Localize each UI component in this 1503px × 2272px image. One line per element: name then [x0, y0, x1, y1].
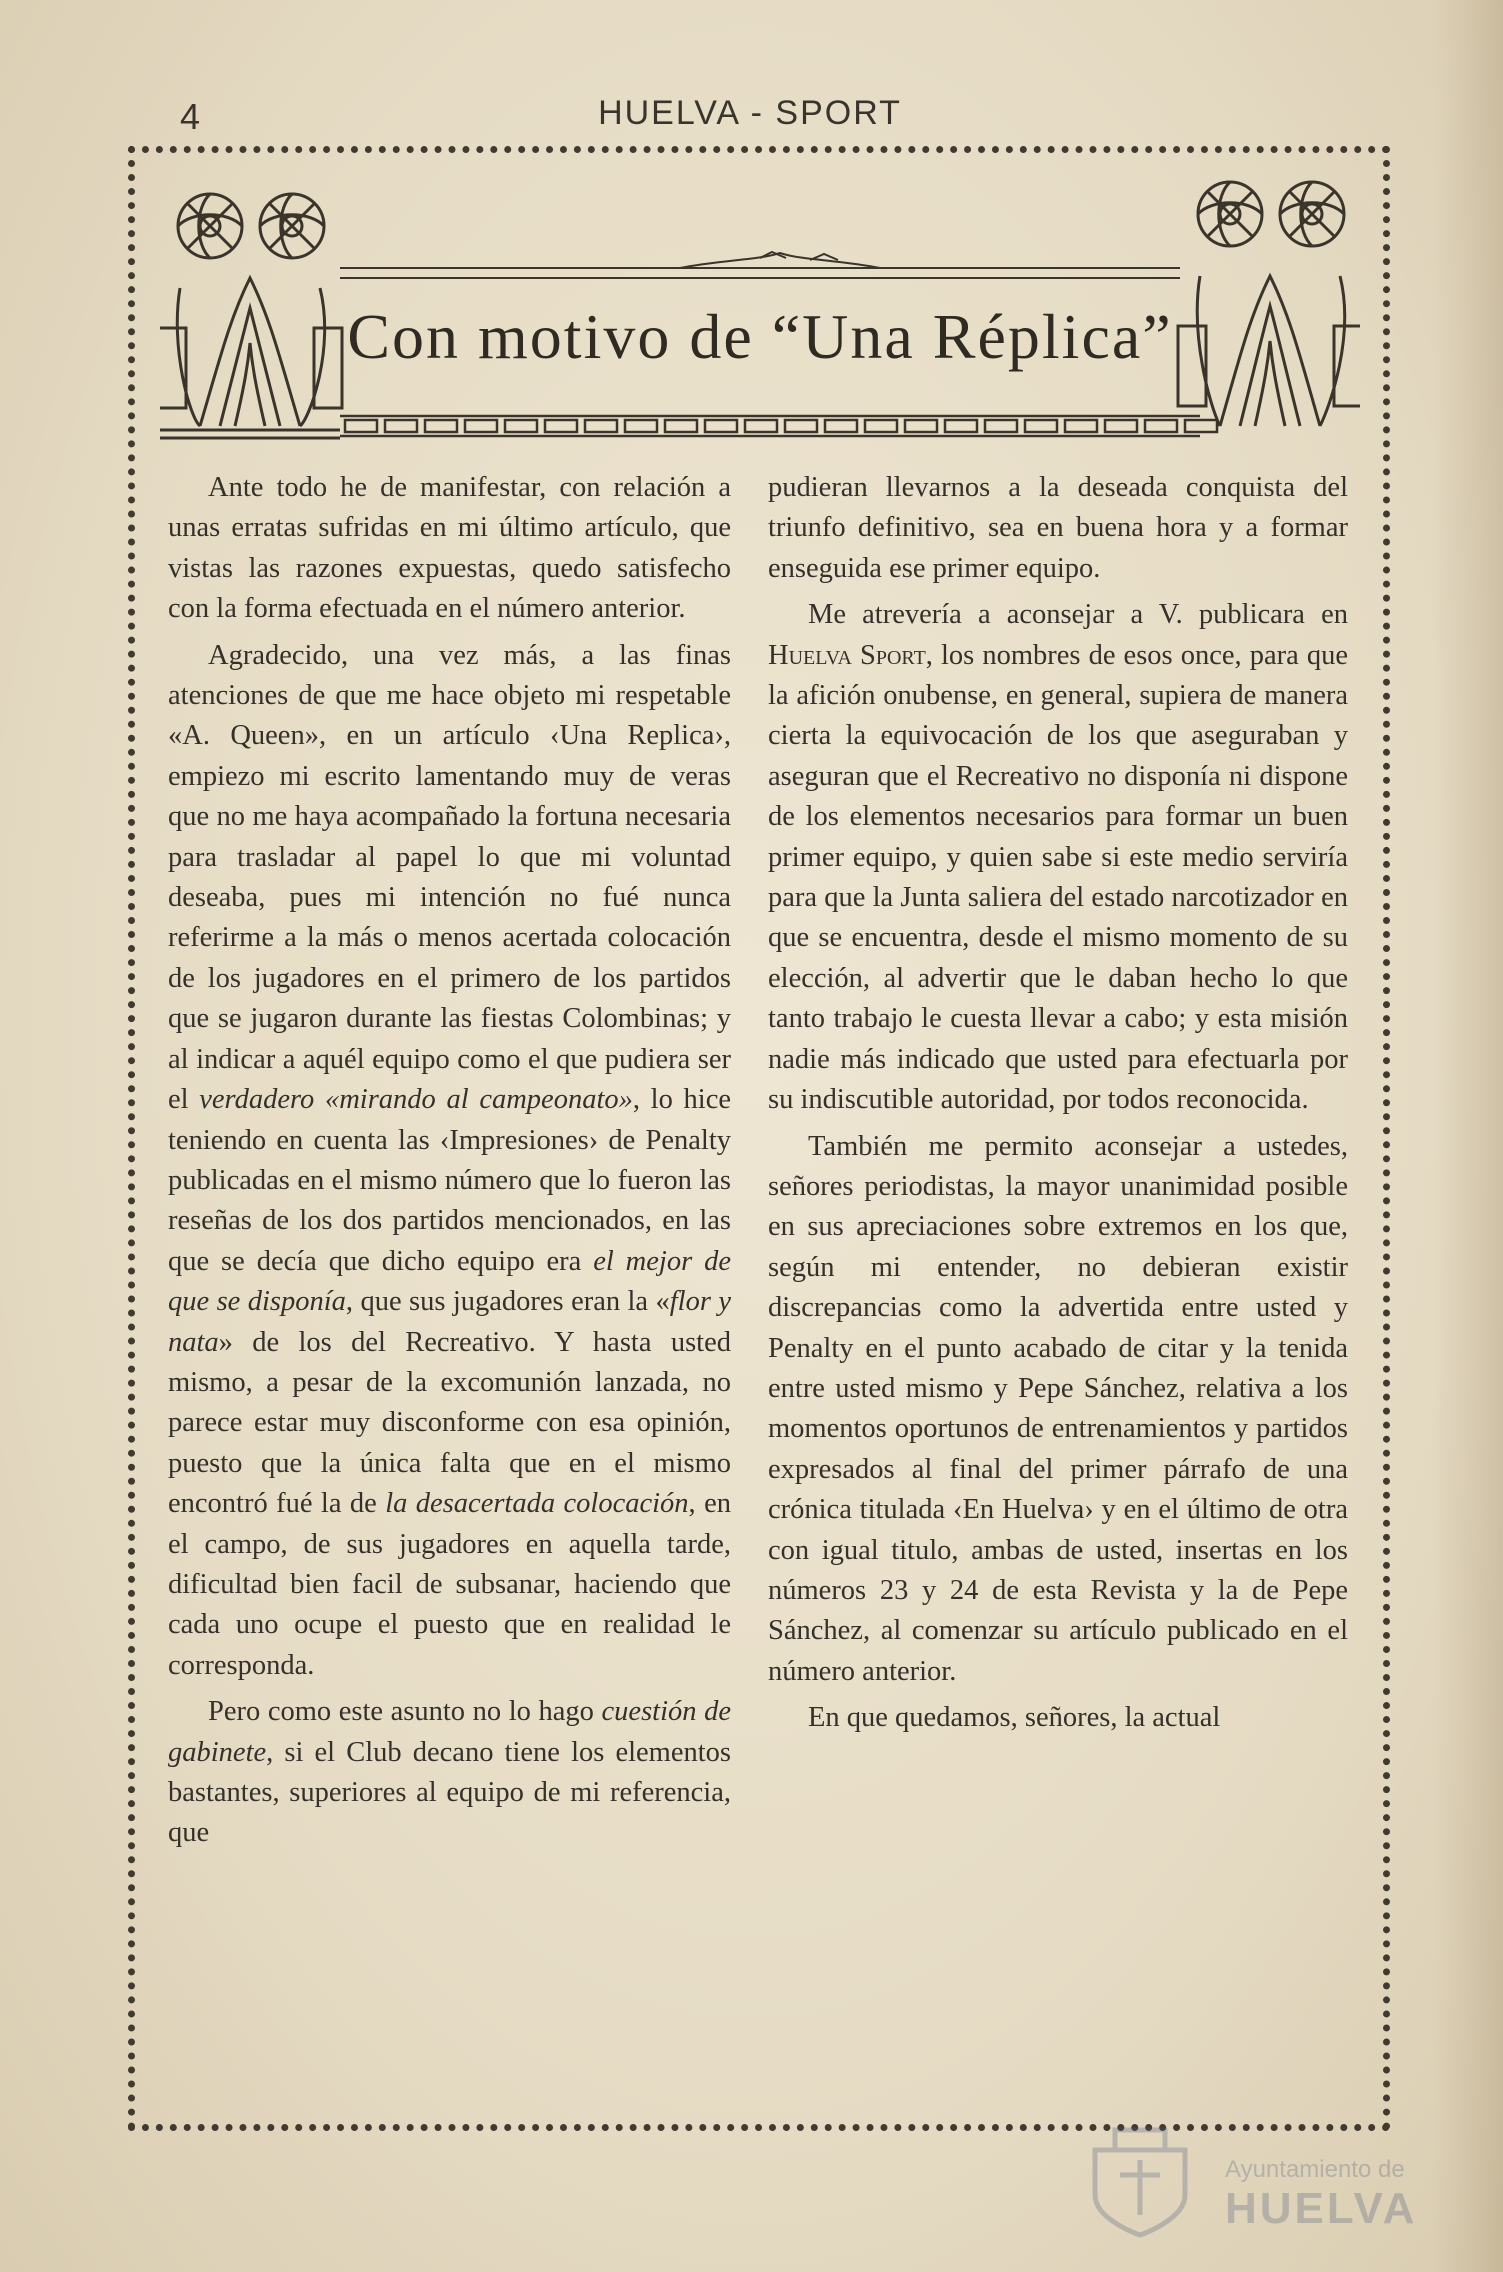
- paragraph-text: pudieran llevarnos a la deseada conquista del triunfo definitivo, sea en buena hora y a formar enseguida ese primer equipo.: [768, 472, 1348, 584]
- right-text-column: [768, 468, 1348, 1739]
- chain-link-ornament: [665, 420, 697, 432]
- paragraph-text: , que sus jugadores eran la «: [345, 1286, 670, 1318]
- coat-of-arms-icon: [1075, 2120, 1205, 2240]
- chain-link-ornament: [465, 420, 497, 432]
- italic-phrase: verdadero «mirando al campeonato»: [199, 1084, 633, 1116]
- italic-phrase: flor y nata: [168, 1286, 731, 1358]
- chain-link-ornament: [1185, 420, 1217, 432]
- paragraph: [168, 1692, 731, 1854]
- chain-link-ornament: [945, 420, 977, 432]
- paragraph-text: Agradecido, una vez más, a las finas atenciones de que me hace objeto mi respetable «A. Queen», en un artículo ‹Una Replica›, empiezo mi escrito lamentando muy de veras que no me haya acompañado la fortuna necesaria para trasladar al papel lo que mi voluntad deseaba, pues mi intención no fué nunca referirme a la más o menos acertada colocación de los jugadores en el primero de los partidos que se jugaron durante las fiestas Colombinas; y al indicar a aquél equipo como el que pudiera ser el: [168, 639, 731, 1116]
- paragraph-text: , los nombres de esos once, para que la afición onubense, en general, supiera de manera cierta la equivocación de los que aseguraban y aseguran que el Recreativo no disponía ni dispone de los elementos necesarios para formar un buen primer equipo, y quien sabe si este medio serviría para que la Junta saliera del estado narcotizador en que se encuentra, desde el mismo momento de su elección, al advertir que le daban hecho lo que tanto trabajo le cuesta llevar a cabo; y esta misión nadie más indicado que usted para efectuarla por su indiscutible autoridad, por todos reconocida.: [768, 639, 1348, 1116]
- italic-phrase: cuestión de gabinete: [168, 1696, 731, 1768]
- paragraph-text: , lo hice teniendo en cuenta las ‹Impresiones› de Penalty publicadas en el mismo número que lo fueron las reseñas de los dos partidos mencionados, en las que se decía que dicho equipo era: [168, 1084, 731, 1277]
- paragraph-text: Me atrevería a aconsejar a V. publicara en: [808, 599, 1348, 631]
- small-caps-title: Huelva Sport: [768, 639, 926, 671]
- paragraph-text: , en el campo, de sus jugadores en aquella tarde, dificultad bien facil de subsanar, haciendo que cada uno ocupe el puesto que en realidad le corresponda.: [168, 1488, 731, 1681]
- chain-link-ornament: [905, 420, 937, 432]
- chain-link-ornament: [1065, 420, 1097, 432]
- paragraph: [768, 1127, 1348, 1693]
- paragraph-text: También me permito aconsejar a ustedes, señores periodistas, la mayor unanimidad posible en sus apreciaciones sobre extremos en los que, según mi entender, no debieran existir discrepancias como la advertida entre usted y Penalty en el punto acabado de citar y la tenida entre usted mismo y Pepe Sánchez, relativa a los momentos oportunos de entrenamientos y partidos expresados al final del primer párrafo de una crónica titulada ‹En Huelva› y en el último de otra con igual titulo, ambas de usted, insertas en los números 23 y 24 de esta Revista y la de Pepe Sánchez, al comenzar su artículo publicado en el número anterior.: [768, 1130, 1348, 1687]
- italic-phrase: el mejor de que se disponía: [168, 1245, 731, 1318]
- paragraph: [768, 595, 1348, 1120]
- chain-link-ornament: [745, 420, 777, 432]
- chain-link-ornament: [865, 420, 897, 432]
- paragraph: [168, 636, 731, 1687]
- watermark-line-2: HUELVA: [1225, 2184, 1418, 2233]
- chain-link-ornament: [785, 420, 817, 432]
- paragraph-text: En que quedamos, señores, la actual: [808, 1702, 1221, 1734]
- chain-link-ornament: [545, 420, 577, 432]
- running-head: HUELVA - SPORT: [598, 94, 902, 132]
- paragraph: [168, 468, 731, 630]
- chain-link-ornament: [985, 420, 1017, 432]
- paragraph-text: Pero como este asunto no lo hago: [208, 1696, 602, 1728]
- paragraph-text: Ante todo he de manifestar, con relación a unas erratas sufridas en mi último artículo, que vistas las razones expuestas, quedo satisfecho con la forma efectuada en el número anterior.: [168, 472, 731, 625]
- article-title: Con motivo de “Una Réplica”: [347, 301, 1173, 372]
- chain-link-ornament: [705, 420, 737, 432]
- chain-link-ornament: [1025, 420, 1057, 432]
- watermark-line-1: Ayuntamiento de: [1225, 2156, 1405, 2183]
- chain-link-ornament: [625, 420, 657, 432]
- chain-link-ornament: [385, 420, 417, 432]
- left-text-column: [168, 468, 731, 1854]
- page-number: 4: [180, 96, 201, 137]
- italic-phrase: la desacertada colocación: [385, 1488, 689, 1520]
- archive-watermark: [1075, 2120, 1475, 2240]
- chain-link-ornament: [345, 420, 377, 432]
- paragraph: [768, 468, 1348, 589]
- chain-link-ornament: [825, 420, 857, 432]
- paragraph: [768, 1698, 1348, 1738]
- chain-link-ornament: [1105, 420, 1137, 432]
- page-gutter-shadow: [1433, 0, 1503, 2272]
- chain-link-ornament: [585, 420, 617, 432]
- paragraph-text: » de los del Recreativo. Y hasta usted mismo, a pesar de la excomunión lanzada, no parece estar muy disconforme con esa opinión, puesto que la única falta que en el mismo encontró fué la de: [168, 1326, 731, 1520]
- paragraph-text: , si el Club decano tiene los elementos bastantes, superiores al equipo de mi referencia, que: [168, 1736, 731, 1849]
- chain-link-ornament: [505, 420, 537, 432]
- chain-link-ornament: [425, 420, 457, 432]
- chain-link-ornament: [1145, 420, 1177, 432]
